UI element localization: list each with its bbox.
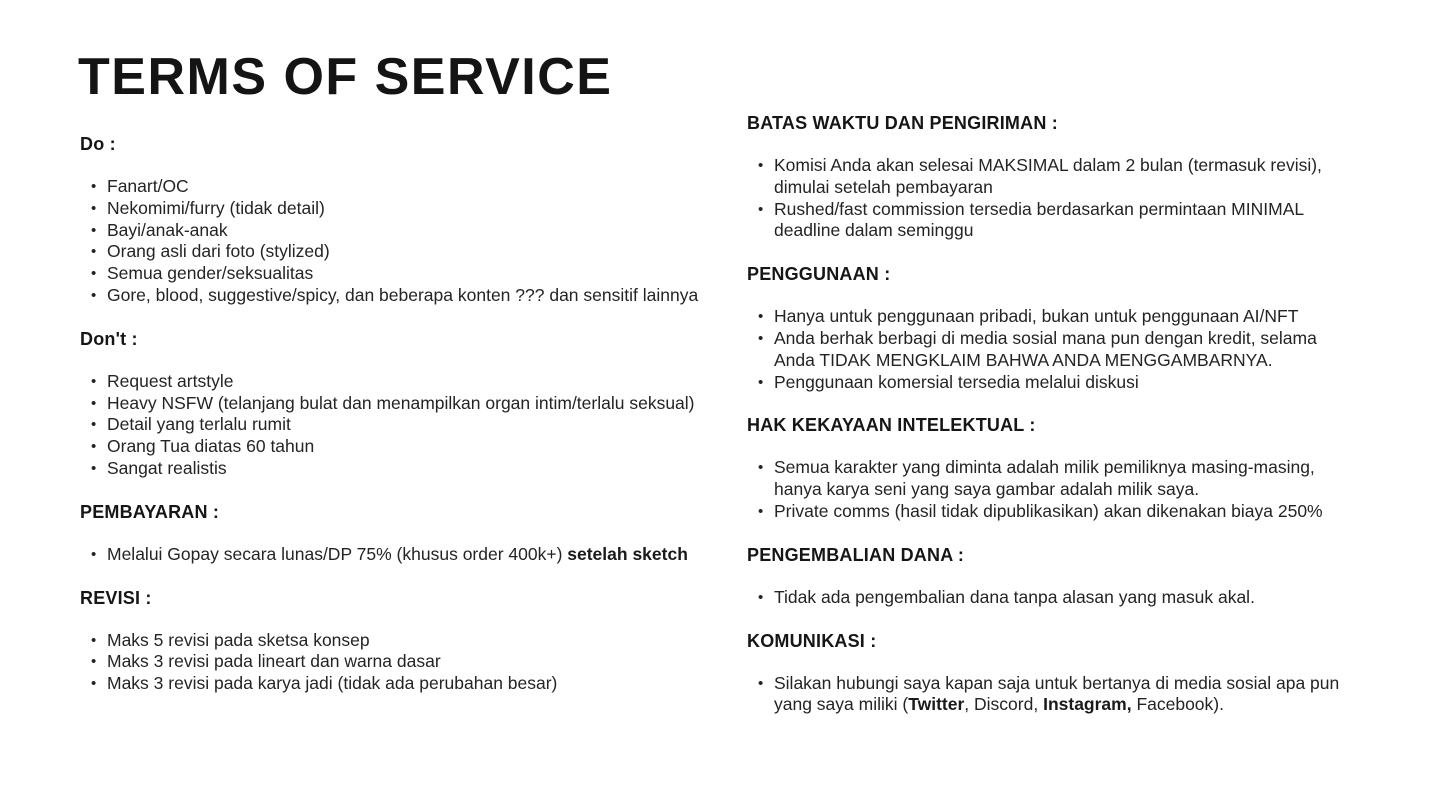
section-batas-waktu-dan-pengiriman <box>747 112 1361 242</box>
list-item: • Orang asli dari foto (stylized) <box>80 241 712 263</box>
list-item: • Nekomimi/furry (tidak detail) <box>80 198 712 220</box>
section-heading: PENGGUNAAN : <box>747 264 891 285</box>
list-item: • Semua gender/seksualitas <box>80 263 712 285</box>
list-item: • Request artstyle <box>80 371 712 393</box>
list-item: • Maks 3 revisi pada karya jadi (tidak ada perubahan besar) <box>80 673 712 695</box>
list-item: • Bayi/anak-anak <box>80 220 712 242</box>
list-item: • Semua karakter yang diminta adalah milik pemiliknya masing-masing, hanya karya seni yang saya gambar adalah milik saya. <box>747 457 1361 501</box>
section-do <box>80 133 712 307</box>
list-item: • Private comms (hasil tidak dipublikasikan) akan dikenakan biaya 250% <box>747 501 1361 523</box>
section-heading: Don't : <box>80 328 138 349</box>
list-item: • Gore, blood, suggestive/spicy, dan beberapa konten ??? dan sensitif lainnya <box>80 285 712 307</box>
page-title: TERMS OF SERVICE <box>78 48 613 106</box>
list-item: • Sangat realistis <box>80 458 712 480</box>
text-run: Facebook). <box>1131 694 1224 715</box>
list-item: • Maks 3 revisi pada lineart dan warna dasar <box>80 651 712 673</box>
bullet-list <box>80 371 712 480</box>
list-item: • Heavy NSFW (telanjang bulat dan menampilkan organ intim/terlalu seksual) <box>80 393 712 415</box>
section-heading: PEMBAYARAN : <box>80 501 220 522</box>
text-run-bold: Instagram, <box>1043 694 1132 715</box>
list-item: • Tidak ada pengembalian dana tanpa alasan yang masuk akal. <box>747 587 1361 609</box>
bullet-list <box>747 587 1361 609</box>
section-heading: REVISI : <box>80 587 152 608</box>
section-heading: Do : <box>80 134 116 154</box>
section-heading: BATAS WAKTU DAN PENGIRIMAN : <box>747 113 1058 133</box>
section-heading: KOMUNIKASI : <box>747 630 877 651</box>
section-penggunaan <box>747 263 1361 393</box>
section-dont <box>80 328 712 480</box>
left-column <box>80 133 712 716</box>
list-item: • Orang Tua diatas 60 tahun <box>80 436 712 458</box>
section-heading: HAK KEKAYAAN INTELEKTUAL : <box>747 415 1036 436</box>
section-revisi <box>80 587 712 695</box>
bullet-list <box>80 176 712 307</box>
text-run-bold: setelah sketch <box>567 543 688 564</box>
bullet-list <box>80 630 712 695</box>
bullet-list <box>747 306 1361 393</box>
section-hak-kekayaan-intelektual <box>747 414 1361 522</box>
list-item: • Detail yang terlalu rumit <box>80 414 712 436</box>
section-pengembalian-dana <box>747 544 1361 609</box>
list-item <box>747 673 1361 717</box>
text-run: Silakan hubungi saya kapan saja untuk bertanya di media sosial apa pun yang saya miliki ( <box>774 672 1340 715</box>
list-item: • Hanya untuk penggunaan pribadi, bukan untuk penggunaan AI/NFT <box>747 306 1361 328</box>
bullet-list <box>747 155 1361 242</box>
section-pembayaran <box>80 501 712 566</box>
list-item <box>80 544 712 566</box>
bullet-list <box>80 544 712 566</box>
list-item: • Penggunaan komersial tersedia melalui diskusi <box>747 372 1361 394</box>
text-run: Melalui Gopay secara lunas/DP 75% (khusus order 400k+) <box>107 543 568 564</box>
bullet-list <box>747 673 1361 717</box>
list-item: • Rushed/fast commission tersedia berdasarkan permintaan MINIMAL deadline dalam seminggu <box>747 199 1361 243</box>
text-run: , Discord, <box>964 694 1044 715</box>
list-item: • Maks 5 revisi pada sketsa konsep <box>80 630 712 652</box>
list-item: • Komisi Anda akan selesai MAKSIMAL dalam 2 bulan (termasuk revisi), dimulai setelah pembayaran <box>747 155 1361 199</box>
text-run-bold: Twitter <box>908 694 965 715</box>
right-column <box>747 112 1361 737</box>
list-item: • Fanart/OC <box>80 176 712 198</box>
bullet-list <box>747 457 1361 522</box>
section-komunikasi <box>747 630 1361 717</box>
section-heading: PENGEMBALIAN DANA : <box>747 544 965 565</box>
list-item: • Anda berhak berbagi di media sosial mana pun dengan kredit, selama Anda TIDAK MENGKLAIM BAHWA ANDA MENGGAMBARNYA. <box>747 328 1361 372</box>
